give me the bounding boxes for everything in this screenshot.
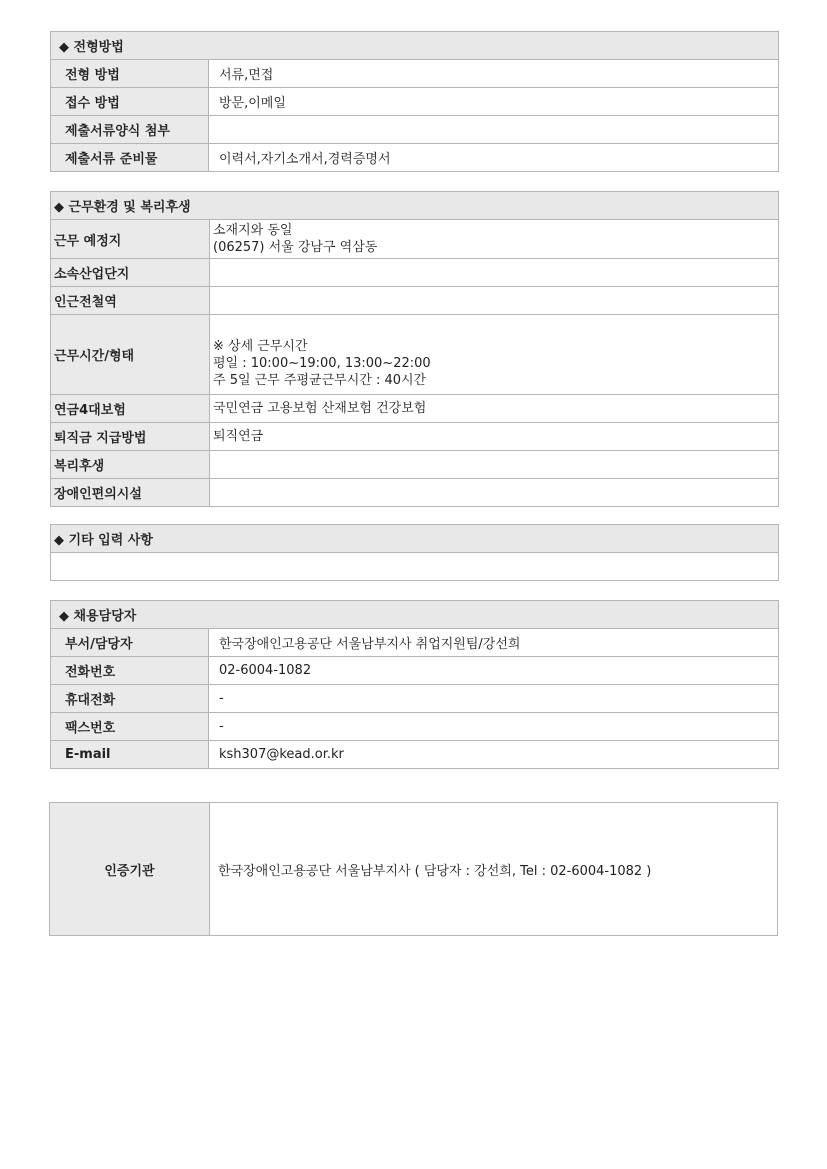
email-value: ksh307@kead.or.kr	[209, 741, 779, 769]
selection-method-table	[50, 31, 779, 172]
work-hours-value	[210, 315, 779, 395]
required-documents-label: 제출서류 준비물	[51, 144, 209, 172]
fax-label: 팩스번호	[51, 713, 209, 741]
department-value: 한국장애인고용공단 서울남부지사 취업지원팀/강선희	[209, 629, 779, 657]
table-row	[51, 395, 779, 423]
table-row	[51, 685, 779, 713]
table-row	[51, 423, 779, 451]
table-row	[51, 657, 779, 685]
table-row	[51, 144, 779, 172]
table-row	[51, 220, 779, 259]
table-row	[51, 713, 779, 741]
phone-value: 02-6004-1082	[209, 657, 779, 685]
table-row	[51, 259, 779, 287]
recruiter-contact-table	[50, 600, 779, 769]
work-hours-line: 평일 : 10:00~19:00, 13:00~22:00	[213, 356, 431, 371]
work-hours-line: 주 5일 근무 주평균근무시간 : 40시간	[213, 373, 427, 388]
table-row	[51, 451, 779, 479]
form-attachment-label: 제출서류양식 첨부	[51, 116, 209, 144]
table-row	[51, 479, 779, 507]
form-attachment-value	[209, 116, 779, 144]
mobile-value: -	[209, 685, 779, 713]
certification-value: 한국장애인고용공단 서울남부지사 ( 담당자 : 강선희, Tel : 02-6004-1082 )	[210, 803, 778, 936]
work-location-line: 소재지와 동일	[213, 223, 293, 238]
work-environment-table	[50, 191, 779, 507]
work-hours-label: 근무시간/형태	[51, 315, 210, 395]
insurance-value: 국민연금 고용보험 산재보험 건강보험	[210, 395, 779, 423]
phone-label: 전화번호	[51, 657, 209, 685]
table-row	[51, 629, 779, 657]
table-row	[51, 741, 779, 769]
certification-table	[49, 802, 778, 936]
table-row	[51, 287, 779, 315]
other-info-title: ◆ 기타 입력 사항	[51, 525, 779, 553]
table-row	[51, 315, 779, 395]
work-location-value	[210, 220, 779, 259]
department-label: 부서/담당자	[51, 629, 209, 657]
industrial-complex-value	[210, 259, 779, 287]
required-documents-value: 이력서,자기소개서,경력증명서	[209, 144, 779, 172]
industrial-complex-label: 소속산업단지	[51, 259, 210, 287]
severance-value: 퇴직연금	[210, 423, 779, 451]
application-method-value: 방문,이메일	[209, 88, 779, 116]
work-location-line: (06257) 서울 강남구 역삼동	[213, 240, 378, 255]
other-info-value	[51, 553, 779, 581]
nearby-subway-label: 인근전철역	[51, 287, 210, 315]
application-method-label: 접수 방법	[51, 88, 209, 116]
disability-facilities-label: 장애인편의시설	[51, 479, 210, 507]
work-location-label: 근무 예정지	[51, 220, 210, 259]
welfare-label: 복리후생	[51, 451, 210, 479]
welfare-value	[210, 451, 779, 479]
email-label: E-mail	[51, 741, 209, 769]
work-hours-line: ※ 상세 근무시간	[213, 339, 308, 354]
selection-method-label: 전형 방법	[51, 60, 209, 88]
selection-method-value: 서류,면접	[209, 60, 779, 88]
nearby-subway-value	[210, 287, 779, 315]
mobile-label: 휴대전화	[51, 685, 209, 713]
other-info-table	[50, 524, 779, 581]
certification-label: 인증기관	[50, 803, 210, 936]
fax-value: -	[209, 713, 779, 741]
recruiter-contact-title: ◆ 채용담당자	[51, 601, 779, 629]
severance-label: 퇴직금 지급방법	[51, 423, 210, 451]
work-environment-title: ◆ 근무환경 및 복리후생	[51, 192, 779, 220]
table-row	[51, 116, 779, 144]
selection-method-title: ◆ 전형방법	[51, 32, 779, 60]
table-row	[51, 88, 779, 116]
disability-facilities-value	[210, 479, 779, 507]
insurance-label: 연금4대보험	[51, 395, 210, 423]
table-row	[51, 60, 779, 88]
